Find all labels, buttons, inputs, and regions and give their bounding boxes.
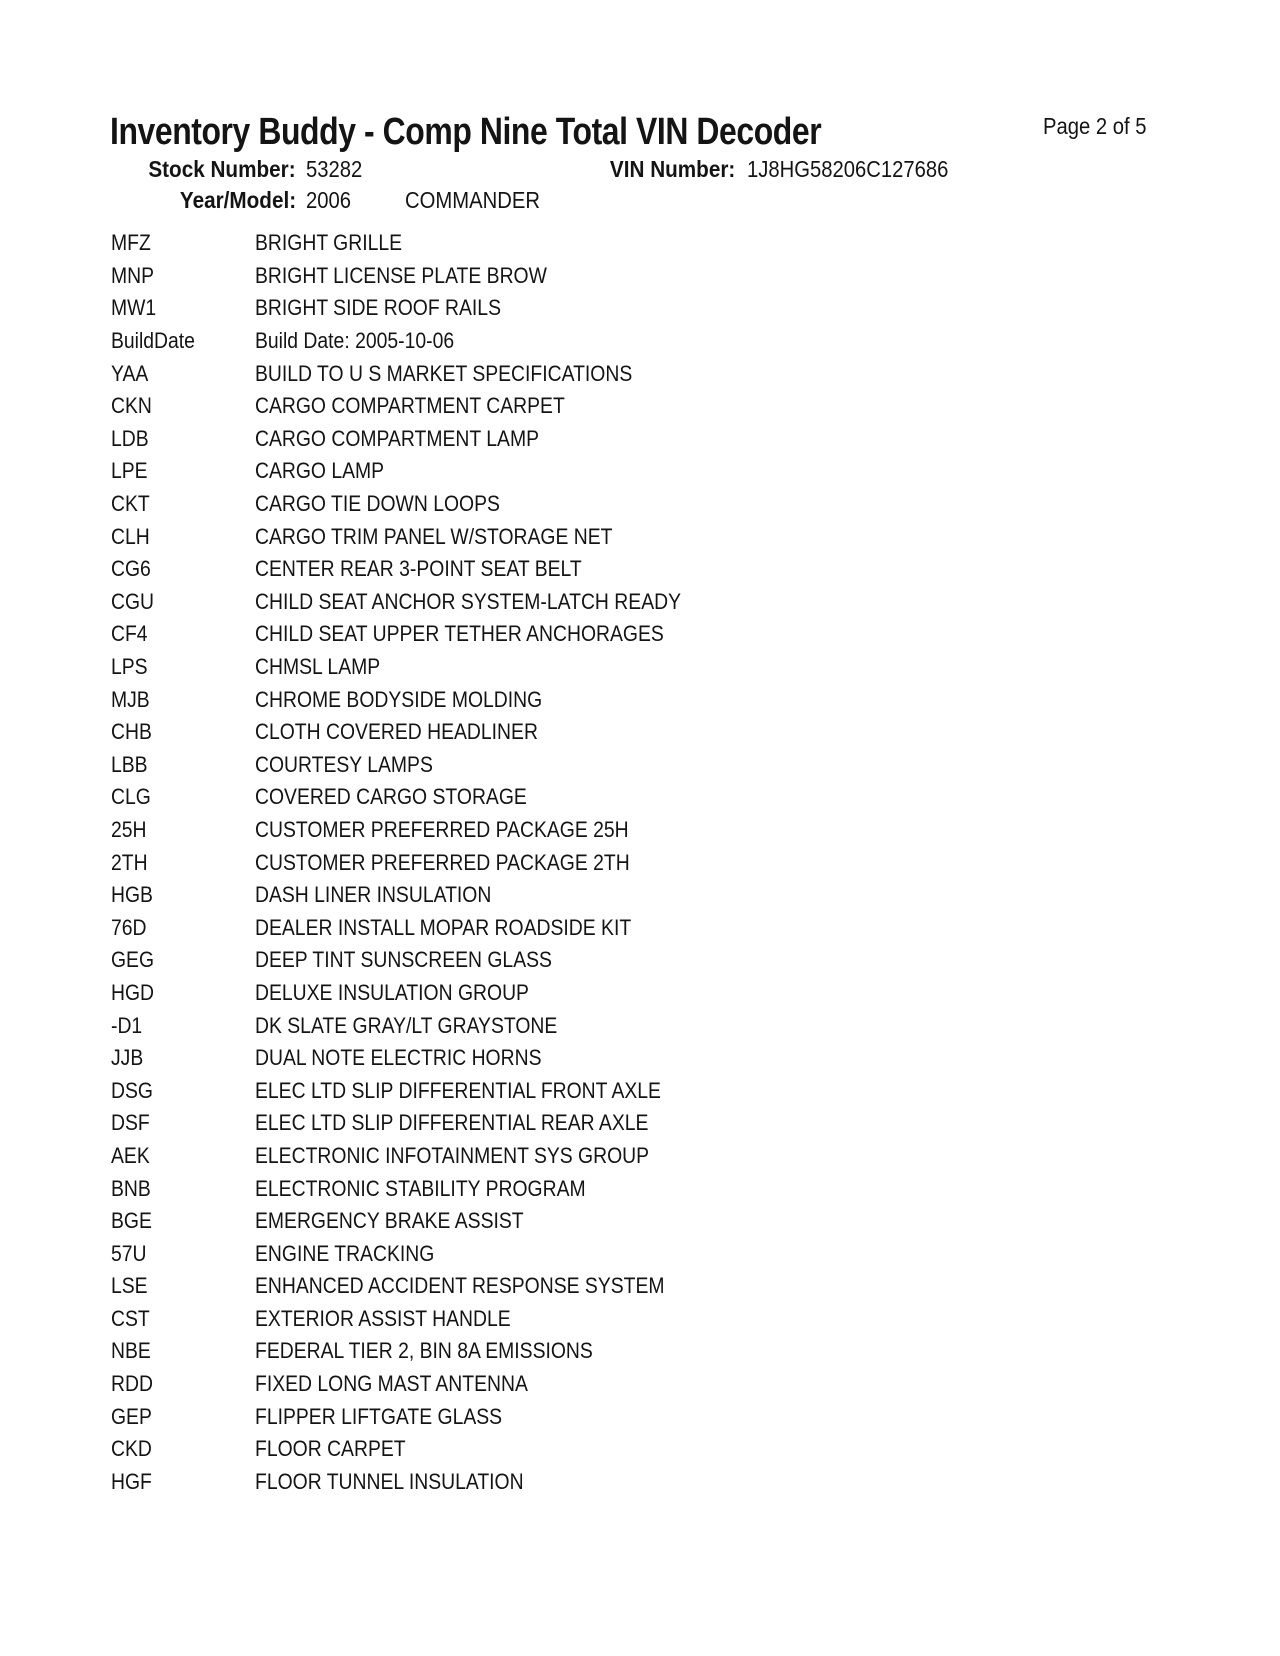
option-code: LDB [111,425,149,451]
option-description: FEDERAL TIER 2, BIN 8A EMISSIONS [255,1338,593,1364]
option-row [111,911,1011,944]
option-code: CGU [111,588,155,614]
option-description: BRIGHT SIDE ROOF RAILS [255,295,502,321]
options-list [111,227,1011,1498]
option-description: DELUXE INSULATION GROUP [255,979,529,1005]
option-code: MFZ [111,230,151,256]
option-row [111,1074,1011,1107]
option-row [111,1270,1011,1303]
option-description: COVERED CARGO STORAGE [255,784,527,810]
option-description: CARGO COMPARTMENT LAMP [255,425,539,451]
year-value: 2006 [306,187,352,213]
option-code: HGD [111,979,155,1005]
vin-number-value: 1J8HG58206C127686 [747,156,949,182]
option-code: DSG [111,1077,153,1103]
option-description: ENHANCED ACCIDENT RESPONSE SYSTEM [255,1273,665,1299]
option-description: DEEP TINT SUNSCREEN GLASS [255,947,552,973]
option-description: CARGO LAMP [255,458,385,484]
option-row [111,260,1011,293]
option-description: FLIPPER LIFTGATE GLASS [255,1403,503,1429]
option-description: CHILD SEAT ANCHOR SYSTEM-LATCH READY [255,588,682,614]
option-row [111,1009,1011,1042]
option-description: FLOOR CARPET [255,1436,406,1462]
option-description: DEALER INSTALL MOPAR ROADSIDE KIT [255,914,632,940]
option-description: DASH LINER INSULATION [255,882,492,908]
option-row [111,749,1011,782]
option-code: CG6 [111,556,151,582]
option-code: CKT [111,491,150,517]
option-code: JJB [111,1045,144,1071]
option-code: CHB [111,719,152,745]
option-row [111,814,1011,847]
option-row [111,781,1011,814]
year-model-label: Year/Model: [179,187,296,213]
option-description: CUSTOMER PREFERRED PACKAGE 2TH [255,849,630,875]
option-code: CLG [111,784,151,810]
option-row [111,1107,1011,1140]
vin-number-label: VIN Number: [609,156,735,182]
option-description: ENGINE TRACKING [255,1240,435,1266]
option-description: CARGO TIE DOWN LOOPS [255,491,500,517]
page-number-text: Page 2 of 5 [1043,113,1147,139]
option-description: EMERGENCY BRAKE ASSIST [255,1208,524,1234]
option-row [111,618,1011,651]
option-description: COURTESY LAMPS [255,751,433,777]
option-description: CLOTH COVERED HEADLINER [255,719,538,745]
option-row [111,1466,1011,1499]
option-code: CF4 [111,621,148,647]
page-number-indicator [1043,114,1161,139]
option-code: 57U [111,1240,147,1266]
option-row [111,1237,1011,1270]
option-row [111,1335,1011,1368]
option-code: NBE [111,1338,151,1364]
option-code: 2TH [111,849,148,875]
option-row [111,944,1011,977]
option-description: BRIGHT GRILLE [255,230,403,256]
option-description: BUILD TO U S MARKET SPECIFICATIONS [255,360,633,386]
option-row [111,651,1011,684]
option-row [111,292,1011,325]
option-description: DK SLATE GRAY/LT GRAYSTONE [255,1012,558,1038]
option-code: LBB [111,751,148,777]
page-title-text: Inventory Buddy - Comp Nine Total VIN Decoder [110,111,822,153]
option-code: 25H [111,816,147,842]
option-description: Build Date: 2005-10-06 [255,328,455,354]
option-code: BuildDate [111,328,195,354]
option-row [111,846,1011,879]
option-code: MJB [111,686,150,712]
page-title [110,112,957,152]
option-row [111,1303,1011,1336]
option-description: DUAL NOTE ELECTRIC HORNS [255,1045,542,1071]
option-row [111,716,1011,749]
option-description: CENTER REAR 3-POINT SEAT BELT [255,556,582,582]
option-code: HGB [111,882,153,908]
option-row [111,520,1011,553]
option-row [111,1042,1011,1075]
option-code: LPS [111,654,148,680]
option-description: CUSTOMER PREFERRED PACKAGE 25H [255,816,629,842]
option-code: 76D [111,914,147,940]
option-code: LPE [111,458,148,484]
option-description: FIXED LONG MAST ANTENNA [255,1371,528,1397]
option-row [111,553,1011,586]
option-code: GEP [111,1403,152,1429]
option-code: BNB [111,1175,151,1201]
option-row [111,977,1011,1010]
option-code: DSF [111,1110,150,1136]
option-code: CLH [111,523,150,549]
option-row [111,357,1011,390]
option-row [111,423,1011,456]
option-code: GEG [111,947,155,973]
option-description: ELECTRONIC INFOTAINMENT SYS GROUP [255,1142,650,1168]
option-code: BGE [111,1208,152,1234]
option-code: RDD [111,1371,153,1397]
option-description: CARGO COMPARTMENT CARPET [255,393,565,419]
stock-number-value: 53282 [306,156,363,182]
option-description: CHILD SEAT UPPER TETHER ANCHORAGES [255,621,664,647]
option-code: MW1 [111,295,157,321]
option-row [111,1433,1011,1466]
option-row [111,1172,1011,1205]
model-value: COMMANDER [405,187,540,213]
option-description: BRIGHT LICENSE PLATE BROW [255,262,547,288]
option-description: CHROME BODYSIDE MOLDING [255,686,543,712]
option-row [111,879,1011,912]
option-code: CKN [111,393,152,419]
option-row [111,455,1011,488]
option-code: YAA [111,360,149,386]
option-row [111,227,1011,260]
option-code: CST [111,1305,150,1331]
option-description: EXTERIOR ASSIST HANDLE [255,1305,511,1331]
option-description: ELEC LTD SLIP DIFFERENTIAL REAR AXLE [255,1110,649,1136]
option-row [111,1205,1011,1238]
option-description: CHMSL LAMP [255,654,381,680]
option-description: CARGO TRIM PANEL W/STORAGE NET [255,523,613,549]
option-description: FLOOR TUNNEL INSULATION [255,1468,524,1494]
option-row [111,488,1011,521]
option-description: ELECTRONIC STABILITY PROGRAM [255,1175,586,1201]
option-row [111,1400,1011,1433]
option-row [111,683,1011,716]
option-code: -D1 [111,1012,143,1038]
option-code: MNP [111,262,155,288]
option-row [111,390,1011,423]
option-row [111,1368,1011,1401]
option-row [111,586,1011,619]
option-code: HGF [111,1468,152,1494]
option-description: ELEC LTD SLIP DIFFERENTIAL FRONT AXLE [255,1077,661,1103]
option-row [111,325,1011,358]
option-row [111,1140,1011,1173]
stock-number-label: Stock Number: [148,156,296,182]
option-code: CKD [111,1436,152,1462]
option-code: LSE [111,1273,148,1299]
option-code: AEK [111,1142,150,1168]
